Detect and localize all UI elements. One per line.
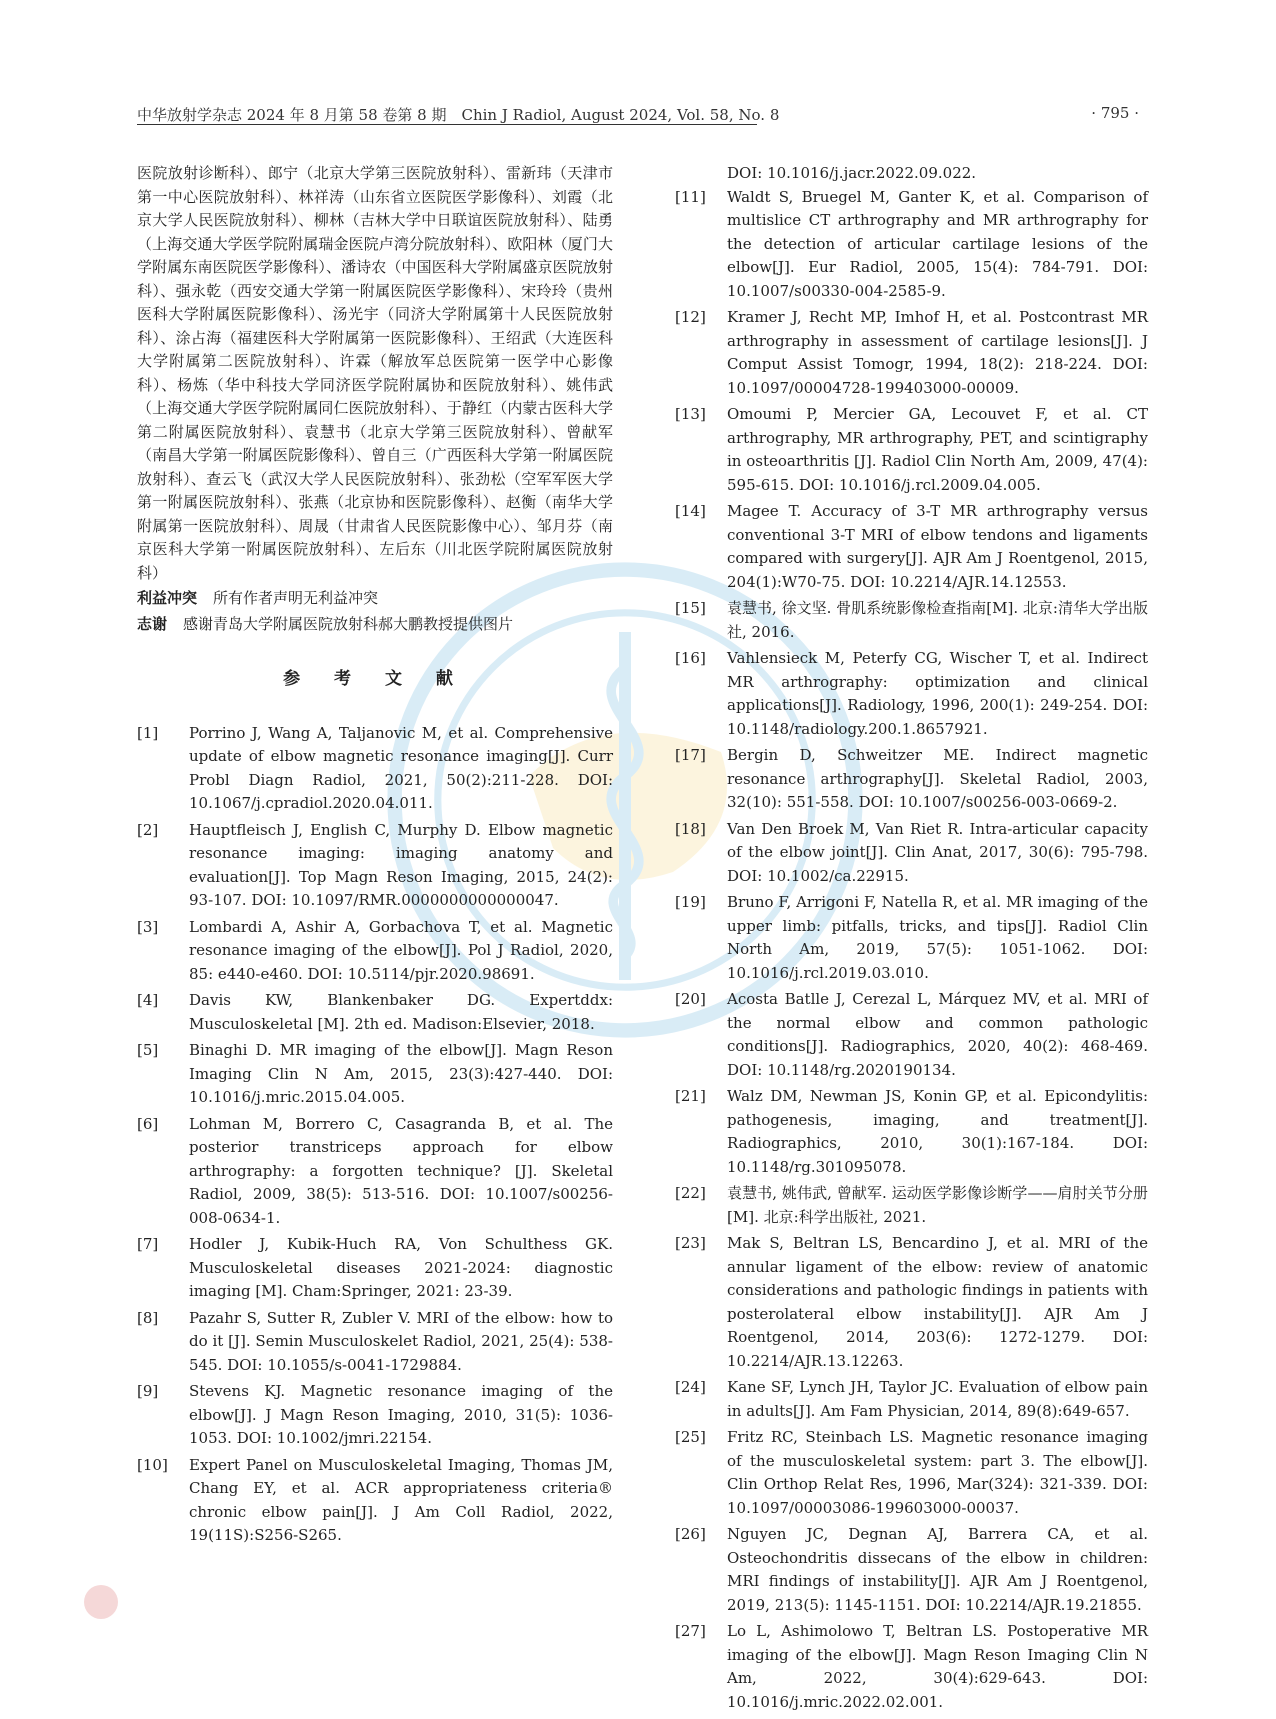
reference-number: [7] (137, 1235, 159, 1253)
reference-item (675, 1232, 1148, 1373)
reference-item (137, 722, 613, 816)
reference-item (137, 916, 613, 987)
conflict-text: 所有作者声明无利益冲突 (213, 589, 379, 607)
reference-number: [13] (675, 405, 706, 423)
reference-number: [12] (675, 308, 706, 326)
reference-text: Bruno F, Arrigoni F, Natella R, et al. MR imaging of the upper limb: pitfalls, tricks, and tips[J]. Radiol Clin North Am, 2019, 57(5): 1051-1062. DOI: 10.1016/j.rcl.2019.03.010. (727, 893, 1148, 982)
reference-text: Walz DM, Newman JS, Konin GP, et al. Epicondylitis: pathogenesis, imaging, and treatment[J]. Radiographics, 2010, 30(1):167-184. DOI: 10.1148/rg.301095078. (727, 1087, 1148, 1176)
reference-text: 袁慧书, 姚伟武, 曾献军. 运动医学影像诊断学——肩肘关节分册[M]. 北京:科学出版社, 2021. (727, 1184, 1148, 1226)
reference-text: Vahlensieck M, Peterfy CG, Wischer T, et al. Indirect MR arthrography: optimization and clinical applications[J]. Radiology, 1996, 200(1): 249-254. DOI: 10.1148/radiology.200.1.8657921. (727, 649, 1148, 738)
conflict-label: 利益冲突 (137, 589, 198, 607)
reference-text: Nguyen JC, Degnan AJ, Barrera CA, et al. Osteochondritis dissecans of the elbow in children: MRI findings of instability[J]. AJR Am J Roentgenol, 2019, 213(5): 1145-1151. DOI: 10.2214/AJR.19.21855. (727, 1525, 1148, 1614)
reference-text: Porrino J, Wang A, Taljanovic M, et al. Comprehensive update of elbow magnetic resonance imaging[J]. Curr Probl Diagn Radiol, 2021, 50(2):211-228. DOI: 10.1067/j.cpradiol.2020.04.011. (189, 723, 613, 812)
reference-number: [14] (675, 502, 706, 520)
reference-list-left (137, 722, 613, 1548)
reference-list-right (675, 186, 1148, 1715)
reference-item (675, 1523, 1148, 1617)
left-column (137, 162, 613, 1551)
reference-number: [18] (675, 819, 706, 838)
reference-text: Bergin D, Schweitzer ME. Indirect magnetic resonance arthrography[J]. Skeletal Radiol, 2003, 32(10): 551-558. DOI: 10.1007/s00256-003-0669-2. (727, 746, 1148, 811)
acknowledgment-label: 志谢 (137, 614, 168, 633)
rose-icon (84, 1585, 118, 1619)
page-number: · 795 · (1091, 104, 1139, 122)
reference-text: Kane SF, Lynch JH, Taylor JC. Evaluation of elbow pain in adults[J]. Am Fam Physician, 2014, 89(8):649-657. (727, 1378, 1148, 1420)
reference-text: Magee T. Accuracy of 3-T MR arthrography versus conventional 3-T MRI of elbow tendons and ligaments compared with surgery[J]. AJR Am J Roentgenol, 2015, 204(1):W70-75. DOI: 10.2214/AJR.14.12553. (727, 502, 1148, 591)
reference-text: Waldt S, Bruegel M, Ganter K, et al. Comparison of multislice CT arthrography and MR arthrography for the detection of articular cartilage lesions of the elbow[J]. Eur Radiol, 2005, 15(4): 784-791. DOI: 10.1007/s00330-004-2585-9. (727, 187, 1148, 300)
reference-number: [11] (675, 187, 706, 206)
conflict-of-interest (137, 587, 613, 611)
reference-number: [24] (675, 1378, 706, 1396)
affiliations-text: 医院放射诊断科）、郎宁（北京大学第三医院放射科）、雷新玮（天津市第一中心医院放射科）、林祥涛（山东省立医院医学影像科）、刘霞（北京大学人民医院放射科）、柳林（吉林大学中日联谊医院放射科）、陆勇（上海交通大学医学院附属瑞金医院卢湾分院放射科）、欧阳林（厦门大学附属东南医院医学影像科）、潘诗农（中国医科大学附属盛京医院放射科）、强永乾（西安交通大学第一附属医院医学影像科）、宋玲玲（贵州医科大学附属医院影像科）、汤光宇（同济大学附属第十人民医院放射科）、涂占海（福建医科大学附属第一医院影像科）、王绍武（大连医科大学附属第二医院放射科）、许霖（解放军总医院第一医学中心影像科）、杨炼（华中科技大学同济医学院附属协和医院放射科）、姚伟武（上海交通大学医学院附属同仁医院放射科）、于静红（内蒙古医科大学第二附属医院放射科）、袁慧书（北京大学第三医院放射科）、曾献军（南昌大学第一附属医院影像科）、曾自三（广西医科大学第一附属医院放射科）、查云飞（武汉大学人民医院放射科）、张劲松（空军军医大学第一附属医院放射科）、张燕（北京协和医院影像科）、赵衡（南华大学附属第一医院放射科）、周晟（甘肃省人民医院影像中心）、邹月芬（南京医科大学第一附属医院放射科）、左后东（川北医学院附属医院放射科） (137, 164, 613, 582)
reference-number: [21] (675, 1087, 706, 1105)
reference-item (675, 186, 1148, 304)
reference-text: Binaghi D. MR imaging of the elbow[J]. Magn Reson Imaging Clin N Am, 2015, 23(3):427-440. DOI: 10.1016/j.mric.2015.04.005. (189, 1041, 613, 1106)
reference-item (675, 988, 1148, 1082)
reference-number: [9] (137, 1382, 159, 1400)
reference-text: Expert Panel on Musculoskeletal Imaging, Thomas JM, Chang EY, et al. ACR appropriateness criteria® chronic elbow pain[J]. J Am Coll Radiol, 2022, 19(11S):S256-S265. (189, 1455, 613, 1544)
reference-text: Fritz RC, Steinbach LS. Magnetic resonance imaging of the musculoskeletal system: part 3. The elbow[J]. Clin Orthop Relat Res, 1996, Mar(324): 321-339. DOI: 10.1097/00003086-199603000-00037. (727, 1428, 1148, 1517)
reference-item (675, 1085, 1148, 1179)
reference-text: Hauptfleisch J, English C, Murphy D. Elbow magnetic resonance imaging: imaging anatomy and evaluation[J]. Top Magn Reson Imaging, 2015, 24(2): 93-107. DOI: 10.1097/RMR.0000000000000047. (189, 820, 613, 909)
reference-number: [6] (137, 1114, 159, 1133)
reference-number: [27] (675, 1622, 706, 1640)
reference-item (675, 891, 1148, 985)
reference-item (675, 818, 1148, 889)
reference-text: 袁慧书, 徐文坚. 骨肌系统影像检查指南[M]. 北京:清华大学出版社, 2016. (727, 599, 1148, 641)
reference-number: [19] (675, 893, 706, 911)
reference-continuation: DOI: 10.1016/j.jacr.2022.09.022. (727, 164, 977, 182)
publisher-logo (84, 1585, 128, 1619)
reference-item (675, 306, 1148, 400)
reference-number: [15] (675, 599, 706, 617)
reference-text: Kramer J, Recht MP, Imhof H, et al. Postcontrast MR arthrography in assessment of cartilage lesions[J]. J Comput Assist Tomogr, 1994, 18(2): 218-224. DOI: 10.1097/00004728-199403000-00009. (727, 308, 1148, 397)
reference-number: [26] (675, 1525, 706, 1543)
reference-text: Mak S, Beltran LS, Bencardino J, et al. MRI of the annular ligament of the elbow: review of anatomic considerations and pathologic findings in patients with posterolateral elbow instability[J]. AJR Am J Roentgenol, 2014, 203(6): 1272-1279. DOI: 10.2214/AJR.13.12263. (727, 1234, 1148, 1370)
reference-item (137, 1380, 613, 1451)
reference-item (675, 1426, 1148, 1520)
reference-item (675, 1376, 1148, 1423)
acknowledgment-text: 感谢青岛大学附属医院放射科郝大鹏教授提供图片 (183, 614, 514, 633)
reference-item (137, 989, 613, 1036)
reference-number: [10] (137, 1455, 168, 1474)
reference-item (675, 1182, 1148, 1229)
reference-number: [8] (137, 1308, 159, 1327)
reference-text: Davis KW, Blankenbaker DG. Expertddx: Musculoskeletal [M]. 2th ed. Madison:Elsevier, 2018. (189, 991, 613, 1033)
acknowledgment (137, 613, 613, 637)
reference-item (137, 819, 613, 913)
reference-number: [16] (675, 649, 706, 667)
right-column (675, 162, 1148, 1717)
reference-item (675, 403, 1148, 497)
reference-item (137, 1039, 613, 1110)
reference-number: [23] (675, 1234, 706, 1252)
running-header (137, 104, 1139, 126)
reference-number: [20] (675, 990, 706, 1008)
reference-item (137, 1307, 613, 1378)
reference-item (675, 597, 1148, 644)
reference-item (137, 1113, 613, 1231)
reference-text: Omoumi P, Mercier GA, Lecouvet F, et al. CT arthrography, MR arthrography, PET, and scintigraphy in osteoarthritis [J]. Radiol Clin North Am, 2009, 47(4): 595-615. DOI: 10.1016/j.rcl.2009.04.005. (727, 405, 1148, 494)
references-heading: 参 考 文 献 (283, 669, 467, 689)
reference-item (675, 744, 1148, 815)
reference-number: [3] (137, 917, 159, 936)
reference-text: Pazahr S, Sutter R, Zubler V. MRI of the elbow: how to do it [J]. Semin Musculoskelet Radiol, 2021, 25(4): 538-545. DOI: 10.1055/s-0041-1729884. (189, 1308, 613, 1374)
reference-number: [2] (137, 820, 159, 839)
reference-number: [17] (675, 746, 706, 764)
reference-number: [1] (137, 723, 159, 742)
reference-text: Van Den Broek M, Van Riet R. Intra-articular capacity of the elbow joint[J]. Clin Anat, 2017, 30(6): 795-798. DOI: 10.1002/ca.22915. (727, 819, 1148, 885)
reference-text: Acosta Batlle J, Cerezal L, Márquez MV, et al. MRI of the normal elbow and common pathologic conditions[J]. Radiographics, 2020, 40(2): 468-469. DOI: 10.1148/rg.2020190134. (727, 990, 1148, 1079)
reference-text: Hodler J, Kubik-Huch RA, Von Schulthess GK. Musculoskeletal diseases 2021-2024: diagnostic imaging [M]. Cham:Springer, 2021: 23-39. (189, 1235, 613, 1300)
reference-text: Lo L, Ashimolowo T, Beltran LS. Postoperative MR imaging of the elbow[J]. Magn Reson Imaging Clin N Am, 2022, 30(4):629-643. DOI: 10.1016/j.mric.2022.02.001. (727, 1622, 1148, 1711)
reference-number: [25] (675, 1428, 706, 1446)
reference-item (137, 1233, 613, 1304)
reference-text: Lombardi A, Ashir A, Gorbachova T, et al. Magnetic resonance imaging of the elbow[J]. Pol J Radiol, 2020, 85: e440-e460. DOI: 10.5114/pjr.2020.98691. (189, 917, 613, 983)
journal-header: 中华放射学杂志 2024 年 8 月第 58 卷第 8 期 Chin J Radiol, August 2024, Vol. 58, No. 8 (137, 106, 780, 124)
reference-number: [22] (675, 1184, 706, 1202)
header-rule (137, 124, 757, 125)
reference-item (675, 647, 1148, 741)
reference-text: Stevens KJ. Magnetic resonance imaging of the elbow[J]. J Magn Reson Imaging, 2010, 31(5): 1036-1053. DOI: 10.1002/jmri.22154. (189, 1382, 613, 1447)
reference-number: [4] (137, 991, 159, 1009)
reference-item (675, 500, 1148, 594)
reference-item (675, 1620, 1148, 1714)
reference-number: [5] (137, 1041, 159, 1059)
reference-item (137, 1454, 613, 1548)
reference-text: Lohman M, Borrero C, Casagranda B, et al. The posterior transtriceps approach for elbow arthrography: a forgotten technique? [J]. Skeletal Radiol, 2009, 38(5): 513-516. DOI: 10.1007/s00256-008-0634-1. (189, 1114, 613, 1227)
